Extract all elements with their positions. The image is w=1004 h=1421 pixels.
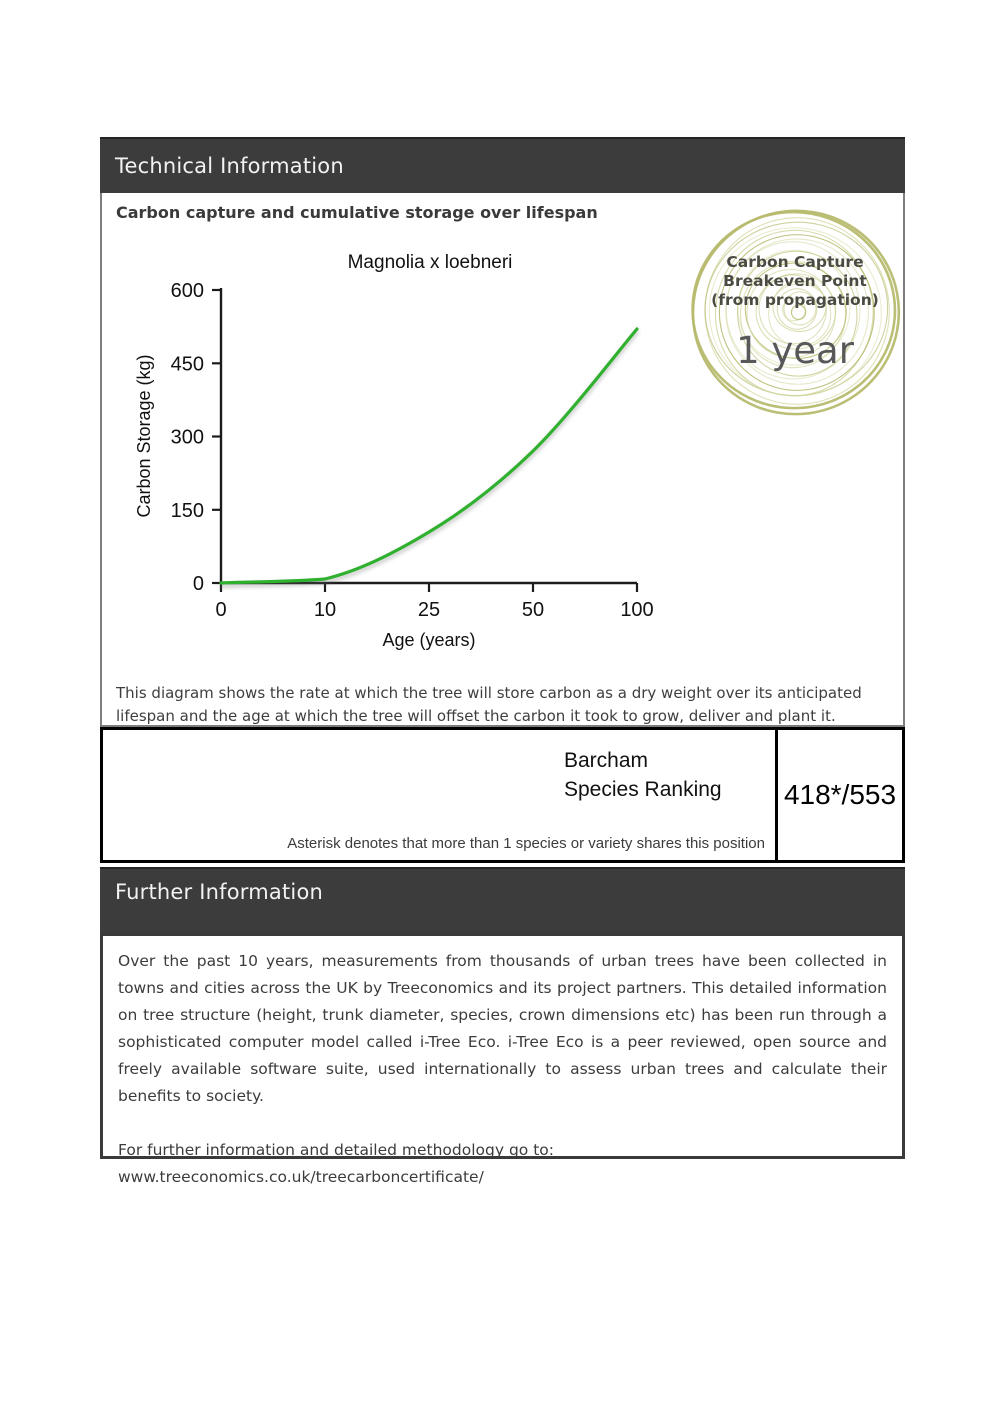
chart-title: Magnolia x loebneri	[347, 252, 513, 273]
chart-axes	[221, 288, 637, 583]
chart-description: This diagram shows the rate at which the tree will store carbon as a dry weight over its anticipated lifespan and the age at which the tree will offset the carbon it took to grow, deliver and plant it.	[116, 684, 862, 725]
y-tick-label-150: 150	[170, 499, 204, 522]
x-axis-label: Age (years)	[382, 630, 476, 650]
further-information-title: Further Information	[115, 880, 324, 904]
breakeven-value: 1 year	[736, 329, 854, 372]
breakeven-badge-text	[686, 253, 904, 310]
species-ranking-left-cell	[103, 730, 775, 860]
technical-information-header	[100, 137, 905, 193]
x-tick-label-10: 10	[313, 599, 337, 621]
y-tick-label-600: 600	[170, 280, 204, 302]
species-ranking-box	[100, 727, 905, 863]
technical-panel	[100, 193, 905, 727]
y-tick-label-300: 300	[170, 426, 204, 449]
badge-line-3: (from propagation)	[711, 291, 879, 309]
tree-rings-svg	[686, 199, 904, 421]
species-ranking-value: 418*/553	[783, 779, 897, 810]
species-ranking-label	[564, 746, 722, 804]
carbon-capture-heading: Carbon capture and cumulative storage over lifespan	[116, 203, 598, 222]
badge-line-1: Carbon Capture	[726, 253, 864, 271]
carbon-storage-curve	[221, 329, 637, 583]
certificate-page	[100, 137, 905, 1186]
asterisk-footnote: Asterisk denotes that more than 1 species or variety shares this position	[287, 835, 765, 852]
further-information-paragraph: Over the past 10 years, measurements from thousands of urban trees have been collected in towns and cities across the UK by Treeconomics and its project partners. This detailed information on tree structure (height, trunk diameter, species, crown dimensions etc) has been run through a sophisticated computer model called i-Tree Eco. i-Tree Eco is a peer reviewed, open source and freely available software suite, used internationally to assess urban trees and calculate their benefits to society.	[118, 952, 887, 1105]
further-information-panel	[100, 933, 905, 1186]
further-information-header	[100, 867, 905, 933]
y-tick-label-0: 0	[192, 573, 204, 595]
x-tick-label-50: 50	[521, 599, 545, 621]
ranking-label-line-1: Barcham	[564, 749, 649, 772]
y-axis-label: Carbon Storage (kg)	[134, 354, 154, 518]
technical-information-title: Technical Information	[115, 154, 344, 178]
x-tick-label-100: 100	[620, 599, 654, 621]
carbon-storage-chart	[128, 238, 688, 650]
y-tick-label-450: 450	[170, 353, 204, 376]
ranking-label-line-2: Species Ranking	[564, 778, 722, 801]
breakeven-badge	[686, 199, 904, 421]
x-tick-label-25: 25	[417, 599, 441, 621]
species-ranking-value-cell	[775, 730, 902, 860]
carbon-storage-chart-svg	[128, 238, 688, 650]
x-tick-label-0: 0	[215, 599, 227, 621]
further-information-link-line: For further information and detailed methodology go to: www.treeconomics.co.uk/treecarboncertificate/	[118, 1141, 554, 1186]
tree-rings-group	[686, 199, 904, 421]
badge-line-2: Breakeven Point	[723, 272, 867, 290]
